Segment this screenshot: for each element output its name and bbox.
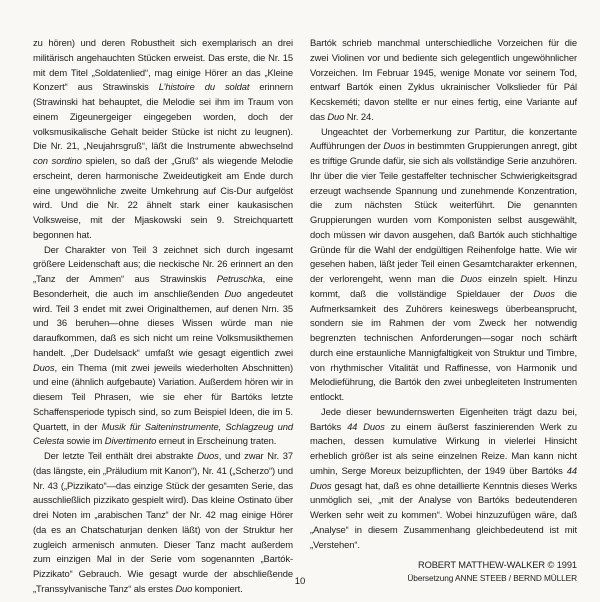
paragraph: Der letzte Teil enthält drei abstrakte Duos, und zwar Nr. 37 (das längste, ein „Präludium mit Kanon“), Nr. 41 („Scherzo“) und Nr. 43 („Pizzikato“—das einzige Stück der gesamten Serie, das ausschließlich pizzikato gespielt wird). Das kleine Ostinato über drei Noten im „arabischen Tanz“ der Nr. 42 mag einige Hörer (da es an Chatschaturjan denken läßt) von der Struktur her zugleich armenisch anmuten. Dieser Tanz macht außerdem zum einzigen Mal in der Serie vom sogenannten „Bartók-Pizzikato“ Gebrauch. Wie gesagt wurde der abschließende „Transsylvanische Tanz“ als erstes Duo komponiert.	[33, 450, 293, 594]
paragraph: Jede dieser bewundernswerten Eigenheiten trägt dazu bei, Bartóks 44 Duos zu einem äußerst faszinierenden Werk zu machen, dessen kumulative Wirkung in vielerlei Hinsicht erheblich größer ist als seine einzelnen Reize. Man kann nicht umhin, Serge Moreux beizupflichten, der 1949 über Bartóks 44 Duos gesagt hat, daß es ohne detaillierte Kenntnis dieses Werks unmöglich sei, „mit der Analyse von Bartóks bedeutenderen Werken sehr weit zu kommen“. Wobei hinzuzufügen wäre, daß „Analyse“ in diesem Zusammenhang gleichbedeutend ist mit „Verstehen“.	[310, 405, 577, 550]
paragraph: Der Charakter von Teil 3 zeichnet sich durch ingesamt größere Leidenschaft aus; die neckische Nr. 26 erinnert an den „Tanz der Ammen“ aus Strawinskis Petruschka, eine Besonderheit, die auch im anschließenden Duo angedeutet wird. Teil 3 endet mit zwei Originalthemen, auf denen Nrn. 35 und 36 beruhen—ohne dieses Wissen würde man nie daraufkommen, daß es sich nicht um reine Volksmusikthemen handelt. „Der Dudelsack“ umfaßt wie gesagt eigentlich zwei Duos, ein Thema (mit zwei jeweils wiederholten Abschnitten) und eine (ähnlich aufgebaute) Variation. Außerdem hören wir in diesem Teil Phrasen, wie sie eher für Bartóks letzte Schaffensperiode typisch sind, so zum Beispiel Ideen, die im 5. Quartett, in der Musik für Saiteninstrumente, Schlagzeug und Celesta sowie im Divertimento erneut in Erscheinung traten.	[33, 243, 293, 447]
text-columns	[33, 36, 577, 597]
paragraph: Ungeachtet der Vorbemerkung zur Partitur, die konzertante Aufführungen der Duos in bestimmten Gruppierungen anregt, gibt es triftige Grunde dafür, sie sich als vollständige Serie anzuhören. Ihr über die vier Teile gestaffelter technischer Schwierigkeitsgrad erzeugt wachsende Spannung und zunehmende Konzentration, die zum nächsten Stück weiterführt. Die genannten Gruppierungen wurden vom Komponisten selbst ausgewählt, doch müssen wir davon ausgehen, daß Bartók auch stichhaltige Gründe für die Wahl der endgültigen Reihenfolge hatte. Wie wir gesehen haben, läßt jeder Teil einen Gesamtcharakter erkennen, der verlorengeht, wenn man die Duos einzeln spielt. Hinzu kommt, daß die vollständige Spieldauer der Duos die Aufmerksamkeit des Zuhörers keineswegs überbeansprucht, sondern sie im Rahmen der vom Zweck her notwendig begrenzten technischen Anforderungen—sogar noch schärft durch eine erstaunliche Mannigfaltigkeit von Struktur und Timbre, von rhythmischer Vitalität und Raffinesse, von Harmonik und Melodieführung, die Bartók den zwei unbegleiteten Instrumenten entlockt.	[310, 125, 578, 402]
left-column	[33, 36, 293, 597]
page-number: 10	[294, 576, 306, 587]
paragraph: zu hören) und deren Robustheit sich exemplarisch an drei militärisch angehauchten Stücken erweist. Das erste, die Nr. 15 mit dem Titel „Soldatenlied“, mag einige Hörer an das „Kleine Konzert“ aus Strawinskis L’histoire du soldat erinnern (Strawinski hat behauptet, die Melodie sei ihm im Traum von einem Zigeunergeiger eingegeben worden, doch der volksmusikalische Gehalt beider Stücke ist nicht zu leugnen). Die Nr. 21, „Neujahrsgruß“, läßt die Instrumente abwechselnd con sordino spielen, so daß der „Gruß“ als wiegende Melodie erscheint, deren harmonische Zweideutigkeit am Ende durch eine ungewöhnliche zweite Umkehrung auf Cis-Dur aufgelöst wird. Und die Nr. 22 ähnelt stark einer kaukasischen Volksweise, mit der Mjaskowski sein 9. Streichquartett begonnen hat.	[33, 37, 293, 240]
right-column-paragraphs	[310, 36, 577, 552]
paragraph: Bartók schrieb manchmal unterschiedliche Vorzeichen für die zwei Violinen vor und bediente sich gelegentlich ungewöhnlicher Vorzeichen. Im Februar 1945, wenige Monate vor seinem Tod, entwarf Bartók einen Zyklus ukrainischer Volkslieder für Pál Kecskeméti; davon stellte er nur eines fertig, eine Variante auf das Duo Nr. 24.	[310, 37, 577, 122]
author-credit: ROBERT MATTHEW-WALKER © 1991	[417, 560, 577, 571]
translation-credit: Übersetzung ANNE STEEB / BERND MÜLLER	[407, 573, 577, 584]
left-column-paragraphs	[33, 36, 293, 597]
right-column	[310, 36, 577, 585]
